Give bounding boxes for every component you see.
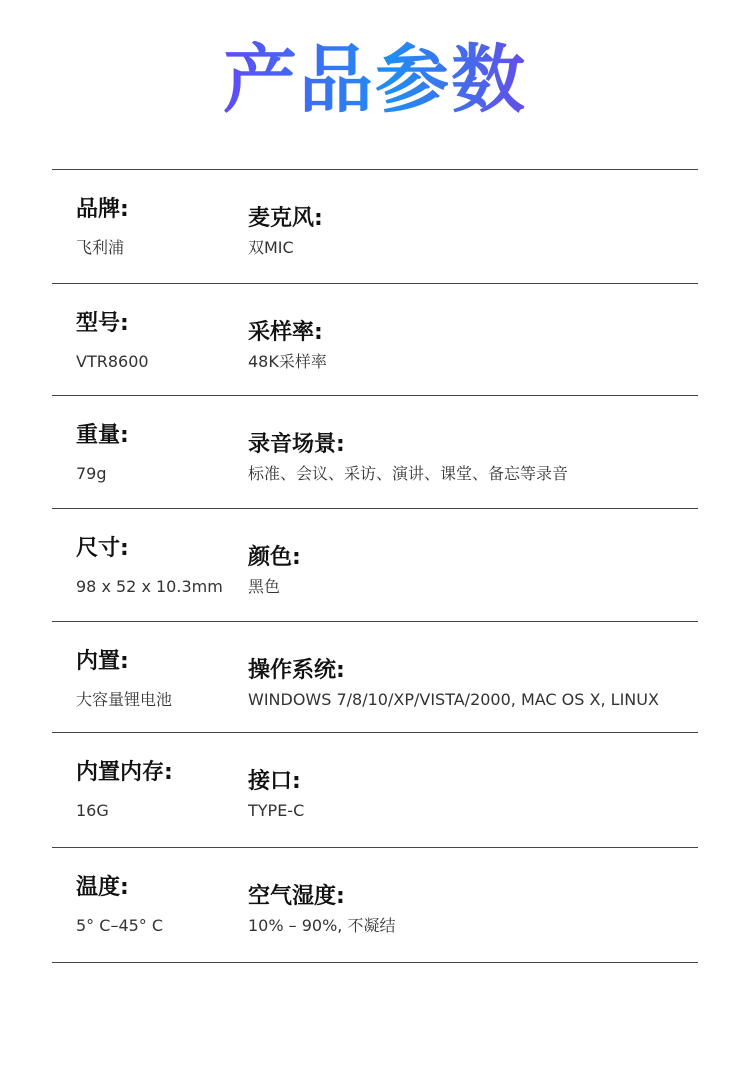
spec-label: 录音场景: [248, 432, 345, 457]
spec-value: 98 x 52 x 10.3mm [76, 577, 223, 596]
spec-label: 尺寸: [76, 536, 129, 561]
spec-label: 重量: [76, 423, 129, 448]
spec-row-weight [52, 396, 698, 509]
spec-value: 79g [76, 464, 107, 483]
spec-label: 麦克风: [248, 206, 323, 231]
spec-value: 大容量锂电池 [76, 690, 173, 709]
spec-row-memory [52, 733, 698, 848]
spec-label: 品牌: [76, 197, 129, 222]
spec-table [52, 169, 698, 963]
spec-value: TYPE-C [248, 801, 305, 820]
spec-value: WINDOWS 7/8/10/XP/VISTA/2000, MAC OS X, LINUX [248, 690, 659, 709]
spec-label: 型号: [76, 311, 129, 336]
spec-value: 黑色 [248, 577, 281, 596]
spec-value: 10% – 90%, 不凝结 [248, 916, 396, 935]
spec-row-builtin [52, 622, 698, 733]
spec-row-model [52, 284, 698, 396]
spec-label: 温度: [76, 875, 129, 900]
spec-row-temperature [52, 848, 698, 963]
spec-label: 操作系统: [248, 658, 345, 683]
spec-value: VTR8600 [76, 352, 149, 371]
spec-row-brand [52, 170, 698, 284]
spec-value: 标准、会议、采访、演讲、课堂、备忘等录音 [248, 464, 569, 483]
spec-value: 双MIC [248, 238, 294, 257]
spec-value: 飞利浦 [76, 238, 125, 257]
spec-label: 空气湿度: [248, 884, 345, 909]
spec-label: 颜色: [248, 545, 301, 570]
page-title: 产品参数 [0, 30, 750, 130]
spec-value: 16G [76, 801, 109, 820]
spec-label: 内置内存: [76, 760, 173, 785]
spec-value: 48K采样率 [248, 352, 327, 371]
spec-value: 5° C–45° C [76, 916, 164, 935]
spec-label: 接口: [248, 769, 301, 794]
spec-label: 采样率: [248, 320, 323, 345]
spec-label: 内置: [76, 649, 129, 674]
spec-row-size [52, 509, 698, 622]
